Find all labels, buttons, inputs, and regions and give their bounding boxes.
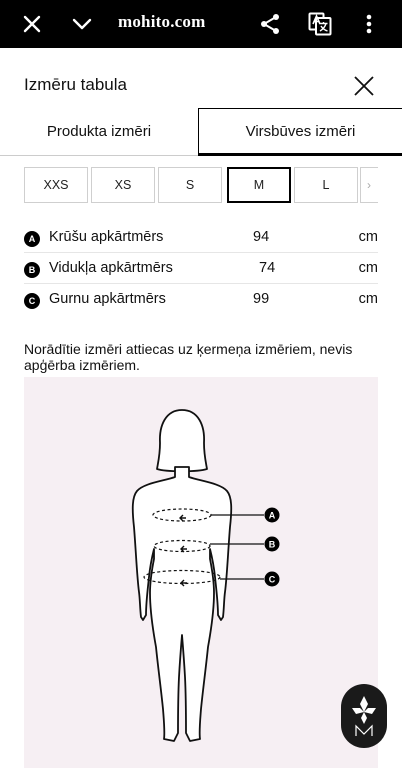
size-option-m[interactable]: M: [227, 167, 291, 203]
marker-badge: C: [24, 293, 40, 309]
chevron-down-icon[interactable]: [66, 8, 98, 40]
measurement-unit: cm: [358, 260, 378, 276]
share-icon[interactable]: [254, 8, 286, 40]
measurement-label: Vidukļa apkārtmērs: [49, 260, 173, 276]
browser-toolbar: [0, 0, 402, 48]
marker-badge: B: [24, 262, 40, 278]
marker-c-label: C: [268, 574, 276, 585]
size-option-xs[interactable]: XS: [91, 167, 155, 203]
marker-a: [265, 508, 280, 523]
tab-body-sizes[interactable]: Virsbūves izmēri: [198, 108, 402, 156]
modal-title: Izmēru tabula: [24, 75, 127, 94]
measurement-value: 94: [253, 229, 270, 245]
size-option-xxs[interactable]: XXS: [24, 167, 88, 203]
size-selector: [24, 167, 378, 203]
tab-product-sizes[interactable]: Produkta izmēri: [0, 108, 198, 156]
measurement-value: 74: [259, 260, 276, 276]
body-measurement-illustration: [24, 377, 378, 768]
chevron-right-icon[interactable]: ›: [360, 167, 378, 203]
brand-logo-button[interactable]: [341, 684, 387, 748]
table-row: [24, 253, 378, 284]
marker-b-label: B: [268, 539, 276, 550]
close-icon[interactable]: [350, 72, 378, 100]
brand-logo-icon: [349, 692, 379, 740]
close-icon[interactable]: [16, 8, 48, 40]
translate-icon[interactable]: [304, 8, 336, 40]
url-text[interactable]: mohito.com: [118, 12, 206, 31]
size-option-s[interactable]: S: [158, 167, 222, 203]
marker-c: [265, 572, 280, 587]
size-option-l[interactable]: L: [294, 167, 358, 203]
body-figure-icon: [24, 377, 378, 768]
measurement-label: Krūšu apkārtmērs: [49, 229, 164, 245]
table-row: [24, 284, 378, 315]
measurement-unit: cm: [358, 229, 378, 245]
marker-a-label: A: [268, 510, 276, 521]
size-chart-tabs: [0, 108, 402, 156]
marker-badge: A: [24, 231, 40, 247]
measurement-value: 99: [253, 291, 270, 307]
measurements-table: [24, 222, 378, 315]
marker-b: [265, 537, 280, 552]
table-row: [24, 222, 378, 253]
more-vert-icon[interactable]: [353, 8, 385, 40]
measurement-label: Gurnu apkārtmērs: [49, 291, 166, 307]
size-note: Norādītie izmēri attiecas uz ķermeņa izmēriem, nevis apģērba izmēriem.: [24, 341, 353, 373]
measurement-unit: cm: [358, 291, 378, 307]
